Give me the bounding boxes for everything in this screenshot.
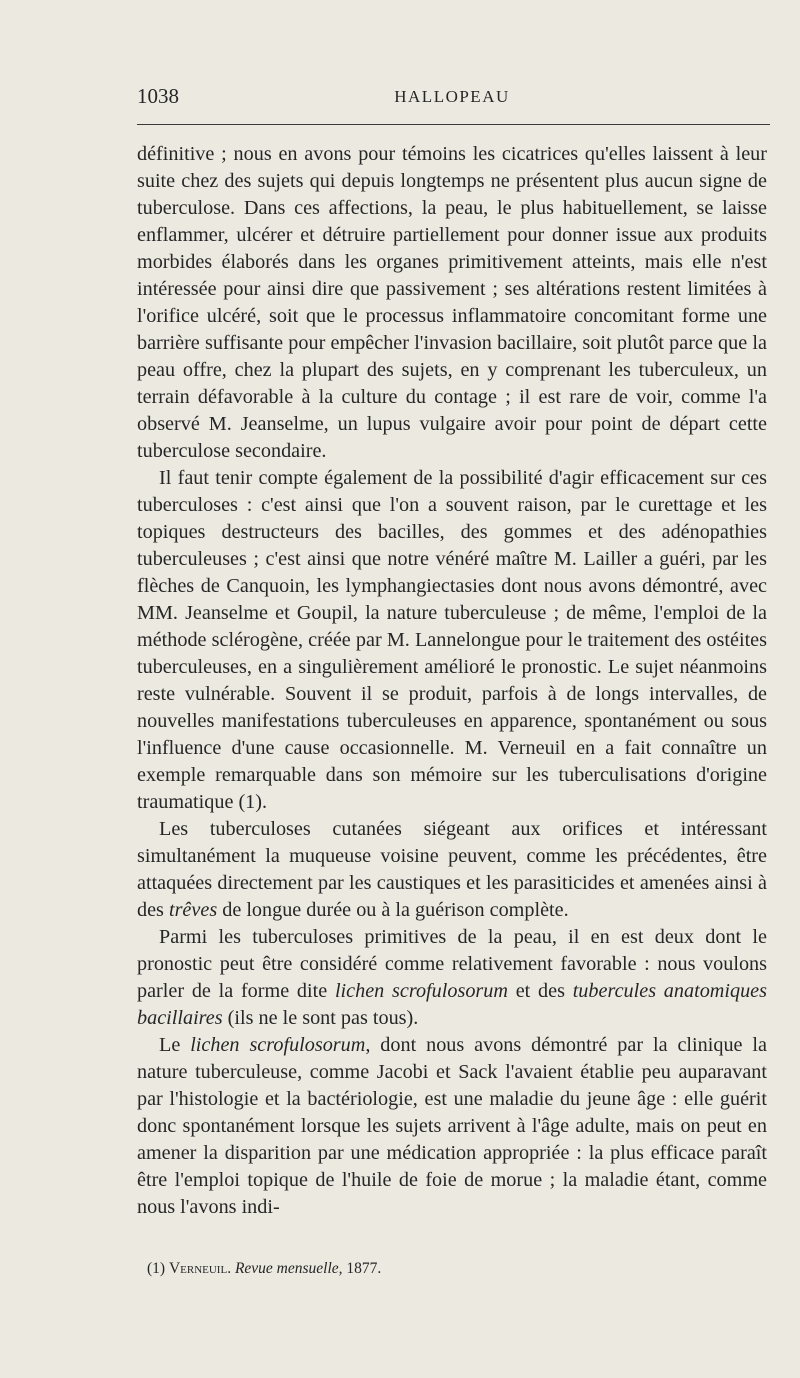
footnote [147,1259,381,1279]
paragraph-4-text-end: (ils ne le sont pas tous). [222,1007,419,1029]
paragraph-5-text-end: , dont nous avons démontré par la clinique la nature tuberculeuse, comme Jacobi et Sack l'avaient établie peu auparavant par l'histologie et la bactériologie, est une maladie du jeune âge : elle guérit donc spontanément lorsque les sujets arrivent à l'âge adulte, mais on peut en amener la disparition par une médication appropriée : la plus efficace paraît être l'emploi topique de l'huile de foie de morue ; la maladie étant, comme nous l'avons indi- [137,1034,767,1218]
italic-term-lichen: lichen scrofulosorum [334,980,508,1002]
paragraph-2: Il faut tenir compte également de la possibilité d'agir efficacement sur ces tuberculoses : c'est ainsi que l'on a souvent raison, par le curettage et les topiques destructeurs des bacilles, des gommes et des adénopathies tuberculeuses ; c'est ainsi que notre vénéré maître M. Lailler a guéri, par les flèches de Canquoin, les lymphangiectasies dont nous avons démontré, avec MM. Jeanselme et Goupil, la nature tuberculeuse ; de même, l'emploi de la méthode sclérogène, créée par M. Lannelongue pour le traitement des ostéites tuberculeuses, en a singulièrement amélioré le pronostic. Le sujet néanmoins reste vulnérable. Souvent il se produit, parfois à de longs intervalles, de nouvelles manifestations tuberculeuses en apparence, spontanément ou sous l'influence d'une cause occasionnelle. M. Verneuil en a fait connaître un exemple remarquable dans son mémoire sur les tuberculisations d'origine traumatique (1). [137,467,767,813]
italic-term-lichen-2: lichen scrofulosorum [190,1034,366,1056]
paragraph-4 [137,924,767,1032]
page-number: 1038 [137,84,179,108]
footnote-author: Verneuil. [168,1260,232,1277]
footnote-journal: Revue mensuelle, [234,1260,343,1277]
header-rule [137,124,770,125]
paragraph-5-text-start: Le [159,1034,191,1056]
page-header [137,84,767,110]
body-text [137,141,767,1221]
paragraph-5 [137,1032,767,1221]
footnote-year: 1877. [346,1260,382,1277]
italic-term-treves: trêves [168,899,218,921]
running-head: HALLOPEAU [394,87,510,106]
paragraph-1: définitive ; nous en avons pour témoins les cicatrices qu'elles laissent à leur suite chez des sujets qui depuis longtemps ne présentent plus aucun signe de tuberculose. Dans ces affections, la peau, le plus habituellement, se laisse enflammer, ulcérer et détruire partiellement pour donner issue aux produits morbides élaborés dans les organes primitivement atteints, mais elle n'est intéressée pour ainsi dire que passivement ; ses altérations restent limitées à l'orifice ulcéré, soit que le processus inflammatoire concomitant forme une barrière suffisante pour empêcher l'invasion bacillaire, soit plutôt parce que la peau offre, chez la plupart des sujets, en y comprenant les tuberculeux, un terrain défavorable à la culture du contage ; il est rare de voir, comme l'a observé M. Jeanselme, un lupus vulgaire avoir pour point de départ cette tuberculose secondaire. [137,143,767,462]
paragraph-3-text-end: de longue durée ou à la guérison complète. [217,899,569,921]
italic-term-tubercules: tubercules anatomiques bacillaires [137,980,767,1029]
paragraph-4-text-middle: et des [507,980,573,1002]
paragraph-3 [137,816,767,924]
footnote-marker: (1) [147,1260,166,1277]
paragraph-4-text-start: Parmi les tuberculoses primitives de la peau, il en est deux dont le pronostic peut être considéré comme relativement favorable : nous voulons parler de la forme dite [137,926,767,1002]
paragraph-3-text-start: Les tuberculoses cutanées siégeant aux orifices et intéressant simultanément la muqueuse voisine peuvent, comme les précédentes, être attaquées directement par les caustiques et les parasiticides et amenées ainsi à des [137,818,767,921]
